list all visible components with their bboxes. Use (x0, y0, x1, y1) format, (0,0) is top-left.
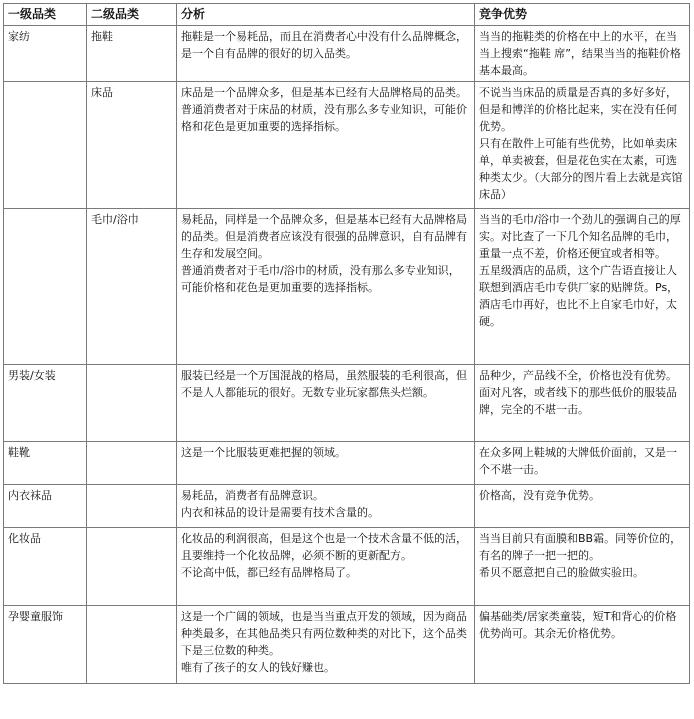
header-cat2: 二级品类 (87, 4, 177, 26)
analysis-text: 拖鞋是一个易耗品，而且在消费者心中没有什么品牌概念，是一个自有品牌的很好的切入品类。 (181, 30, 467, 60)
cell-advantage (475, 209, 690, 365)
cell-advantage (475, 26, 690, 82)
analysis-text: 床品是一个品牌众多，但是基本已经有大品牌格局的品类。 (181, 86, 467, 99)
cell-advantage (475, 365, 690, 442)
cell-advantage (475, 606, 690, 684)
cell-analysis (177, 606, 475, 684)
header-cat1: 一级品类 (4, 4, 87, 26)
cell-analysis (177, 209, 475, 365)
table-row (4, 442, 690, 485)
header-row (4, 4, 690, 26)
table-row (4, 82, 690, 209)
cell-cat1 (4, 82, 87, 209)
cell-analysis (177, 365, 475, 442)
cell-cat2: 毛巾/浴巾 (87, 209, 177, 365)
cell-cat1: 化妆品 (4, 528, 87, 606)
table-row (4, 485, 690, 528)
advantage-text: 面对凡客，或者线下的那些低价的服装品牌，完全的不堪一击。 (479, 386, 677, 416)
analysis-text: 唯有了孩子的女人的钱好赚也。 (181, 661, 335, 674)
cell-analysis (177, 26, 475, 82)
advantage-text: 当当的拖鞋类的价格在中上的水平，在当当上搜索“拖鞋 席”，结果当当的拖鞋价格基本最高。 (479, 30, 681, 77)
cell-advantage (475, 82, 690, 209)
advantage-text: 当当的毛巾/浴巾一个劲儿的强调自己的厚实。对比查了一下几个知名品牌的毛巾，重量一点不差，价格还便宜或者相等。 (479, 213, 681, 260)
cell-advantage (475, 485, 690, 528)
cell-cat2: 拖鞋 (87, 26, 177, 82)
cell-cat1: 鞋靴 (4, 442, 87, 485)
analysis-text: 化妆品的利润很高，但是这个也是一个技术含量不低的活，且要维持一个化妆品牌，必须不断的更新配方。 (181, 532, 467, 562)
advantage-text: 品种少，产品线不全，价格也没有优势。 (479, 369, 677, 382)
cell-cat2 (87, 606, 177, 684)
cell-cat2 (87, 485, 177, 528)
advantage-text: 当当目前只有面膜和BB霜。同等价位的，有名的牌子一把一把的。 (479, 532, 682, 562)
analysis-text: 普通消费者对于床品的材质，没有那么多专业知识，可能价格和花色是更加重要的选择指标。 (181, 103, 467, 133)
analysis-text: 普通消费者对于毛巾/浴巾的材质，没有那么多专业知识，可能价格和花色是更加重要的选择指标。 (181, 264, 460, 294)
cell-analysis (177, 485, 475, 528)
table-row (4, 26, 690, 82)
cell-cat2 (87, 528, 177, 606)
category-analysis-table (3, 3, 690, 684)
cell-advantage (475, 528, 690, 606)
analysis-text: 易耗品，同样是一个品牌众多，但是基本已经有大品牌格局的品类。但是消费者应该没有很强的品牌意识，自有品牌有生存和发展空间。 (181, 213, 467, 260)
table-row (4, 606, 690, 684)
advantage-text: 价格高，没有竞争优势。 (479, 489, 600, 502)
cell-cat2: 床品 (87, 82, 177, 209)
cell-cat2 (87, 365, 177, 442)
cell-cat1: 家纺 (4, 26, 87, 82)
analysis-text: 不论高中低，都已经有品牌格局了。 (181, 566, 357, 579)
cell-analysis (177, 82, 475, 209)
table-row (4, 528, 690, 606)
analysis-text: 服装已经是一个万国混战的格局，虽然服装的毛利很高，但不是人人都能玩的很好。无数专业玩家都焦头烂额。 (181, 369, 467, 399)
analysis-text: 易耗品，消费者有品牌意识。 (181, 489, 324, 502)
cell-analysis (177, 528, 475, 606)
analysis-text: 内衣和袜品的设计是需要有技术含量的。 (181, 506, 379, 519)
table-row (4, 365, 690, 442)
advantage-text: 在众多网上鞋城的大牌低价面前，又是一个不堪一击。 (479, 446, 677, 476)
cell-cat1 (4, 209, 87, 365)
advantage-text: 偏基础类/居家类童装，短T和背心的价格优势尚可。其余无价格优势。 (479, 610, 677, 640)
table-row (4, 209, 690, 365)
cell-cat1: 内衣袜品 (4, 485, 87, 528)
header-advantage: 竞争优势 (475, 4, 690, 26)
cell-cat1: 男装/女装 (4, 365, 87, 442)
advantage-text: 希贝不愿意把自己的脸做实验田。 (479, 566, 644, 579)
advantage-text: 不说当当床品的质量是否真的多好多好，但是和博洋的价格比起来，实在没有任何优势。 (479, 86, 677, 133)
header-analysis: 分析 (177, 4, 475, 26)
advantage-text: 只有在散件上可能有些优势，比如单卖床单，单卖被套，但是花色实在太素，可选种类太少。（大部分的图片看上去就是宾馆床品） (479, 137, 683, 201)
cell-cat2 (87, 442, 177, 485)
cell-cat1: 孕婴童服饰 (4, 606, 87, 684)
cell-advantage (475, 442, 690, 485)
analysis-text: 这是一个比服装更难把握的领域。 (181, 446, 346, 459)
advantage-text: 五星级酒店的品质，这个广告语直接让人联想到酒店毛巾专供厂家的贴牌货。Ps，酒店毛巾再好，也比不上自家毛巾好，太硬。 (479, 264, 679, 328)
analysis-text: 这是一个广阔的领域，也是当当重点开发的领域，因为商品种类最多，在其他品类只有两位数种类的对比下，这个品类下是三位数的种类。 (181, 610, 467, 657)
cell-analysis (177, 442, 475, 485)
